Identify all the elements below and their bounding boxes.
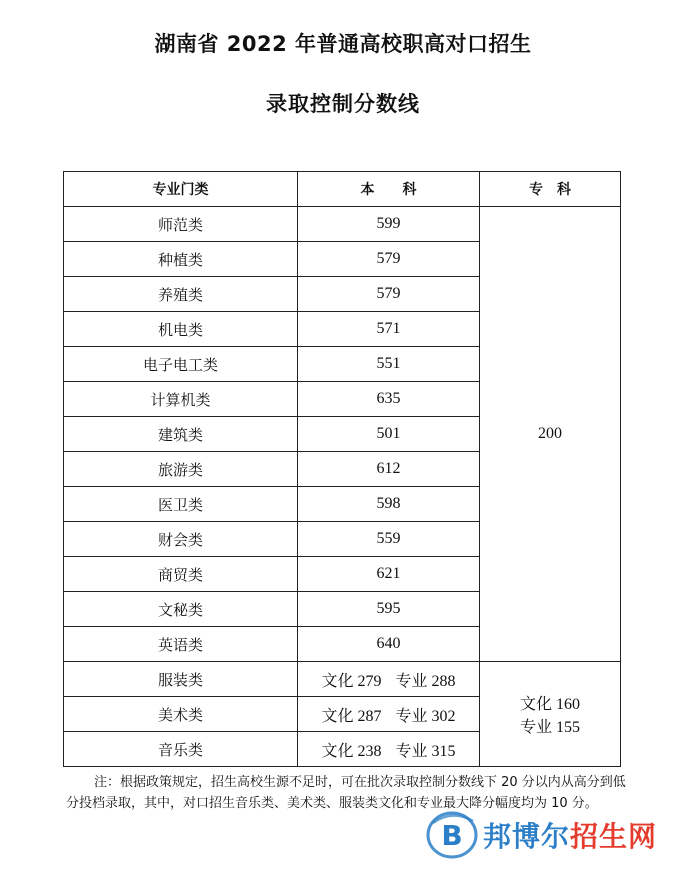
wenhua-score: 文化 279 (321, 672, 382, 690)
zhuanke-art-score (480, 662, 621, 767)
wenhua-score: 文化 238 (321, 742, 382, 760)
zhuanke-general-score: 200 (480, 207, 621, 662)
watermark-text (483, 815, 657, 855)
watermark-text-blue: 邦博尔 (483, 820, 571, 853)
watermark (425, 807, 675, 863)
category-cell: 音乐类 (64, 732, 298, 767)
category-cell: 师范类 (64, 207, 298, 242)
document-subtitle: 录取控制分数线 (266, 92, 420, 116)
zhuanye-score: 专业 302 (395, 707, 456, 725)
benke-score-cell: 501 (298, 417, 480, 452)
benke-score-cell: 640 (298, 627, 480, 662)
watermark-logo-letter: B (441, 819, 463, 852)
category-cell: 电子电工类 (64, 347, 298, 382)
category-cell: 服装类 (64, 662, 298, 697)
header-benke: 本 科 (298, 172, 480, 207)
category-cell: 英语类 (64, 627, 298, 662)
benke-score-cell: 612 (298, 452, 480, 487)
document-title: 湖南省 2022 年普通高校职高对口招生 (154, 32, 532, 56)
table-header-row (64, 172, 621, 207)
category-cell: 医卫类 (64, 487, 298, 522)
footnote-text: 注：根据政策规定，招生高校生源不足时，可在批次录取控制分数线下 20 分以内从高分到低分投档录取，其中，对口招生音乐类、美术类、服装类文化和专业最大降分幅度均为 10 分。 (66, 775, 626, 811)
header-category: 专业门类 (64, 172, 298, 207)
category-cell: 旅游类 (64, 452, 298, 487)
benke-art-score-cell (298, 697, 480, 732)
category-cell: 机电类 (64, 312, 298, 347)
category-cell: 建筑类 (64, 417, 298, 452)
zhuanke-art-wenhua: 文化 160 (519, 696, 580, 713)
benke-score-cell: 559 (298, 522, 480, 557)
benke-score-cell: 599 (298, 207, 480, 242)
benke-score-cell: 595 (298, 592, 480, 627)
header-zhuanke: 专 科 (480, 172, 621, 207)
wenhua-score: 文化 287 (321, 707, 382, 725)
category-cell: 美术类 (64, 697, 298, 732)
benke-art-score-cell (298, 662, 480, 697)
zhuanye-score: 专业 315 (395, 742, 456, 760)
category-cell: 计算机类 (64, 382, 298, 417)
zhuanke-art-zhuanye: 专业 155 (519, 719, 580, 736)
watermark-logo-icon (425, 807, 479, 861)
benke-score-cell: 635 (298, 382, 480, 417)
category-cell: 商贸类 (64, 557, 298, 592)
category-cell: 种植类 (64, 242, 298, 277)
benke-score-cell: 598 (298, 487, 480, 522)
benke-score-cell: 579 (298, 242, 480, 277)
category-cell: 财会类 (64, 522, 298, 557)
zhuanye-score: 专业 288 (395, 672, 456, 690)
watermark-text-red: 招生网 (570, 820, 658, 853)
benke-score-cell: 579 (298, 277, 480, 312)
benke-score-cell: 571 (298, 312, 480, 347)
benke-art-score-cell (298, 732, 480, 767)
benke-score-cell: 621 (298, 557, 480, 592)
table-row (64, 207, 621, 242)
benke-score-cell: 551 (298, 347, 480, 382)
table-row-art (64, 662, 621, 697)
category-cell: 文秘类 (64, 592, 298, 627)
category-cell: 养殖类 (64, 277, 298, 312)
score-table (63, 171, 621, 767)
